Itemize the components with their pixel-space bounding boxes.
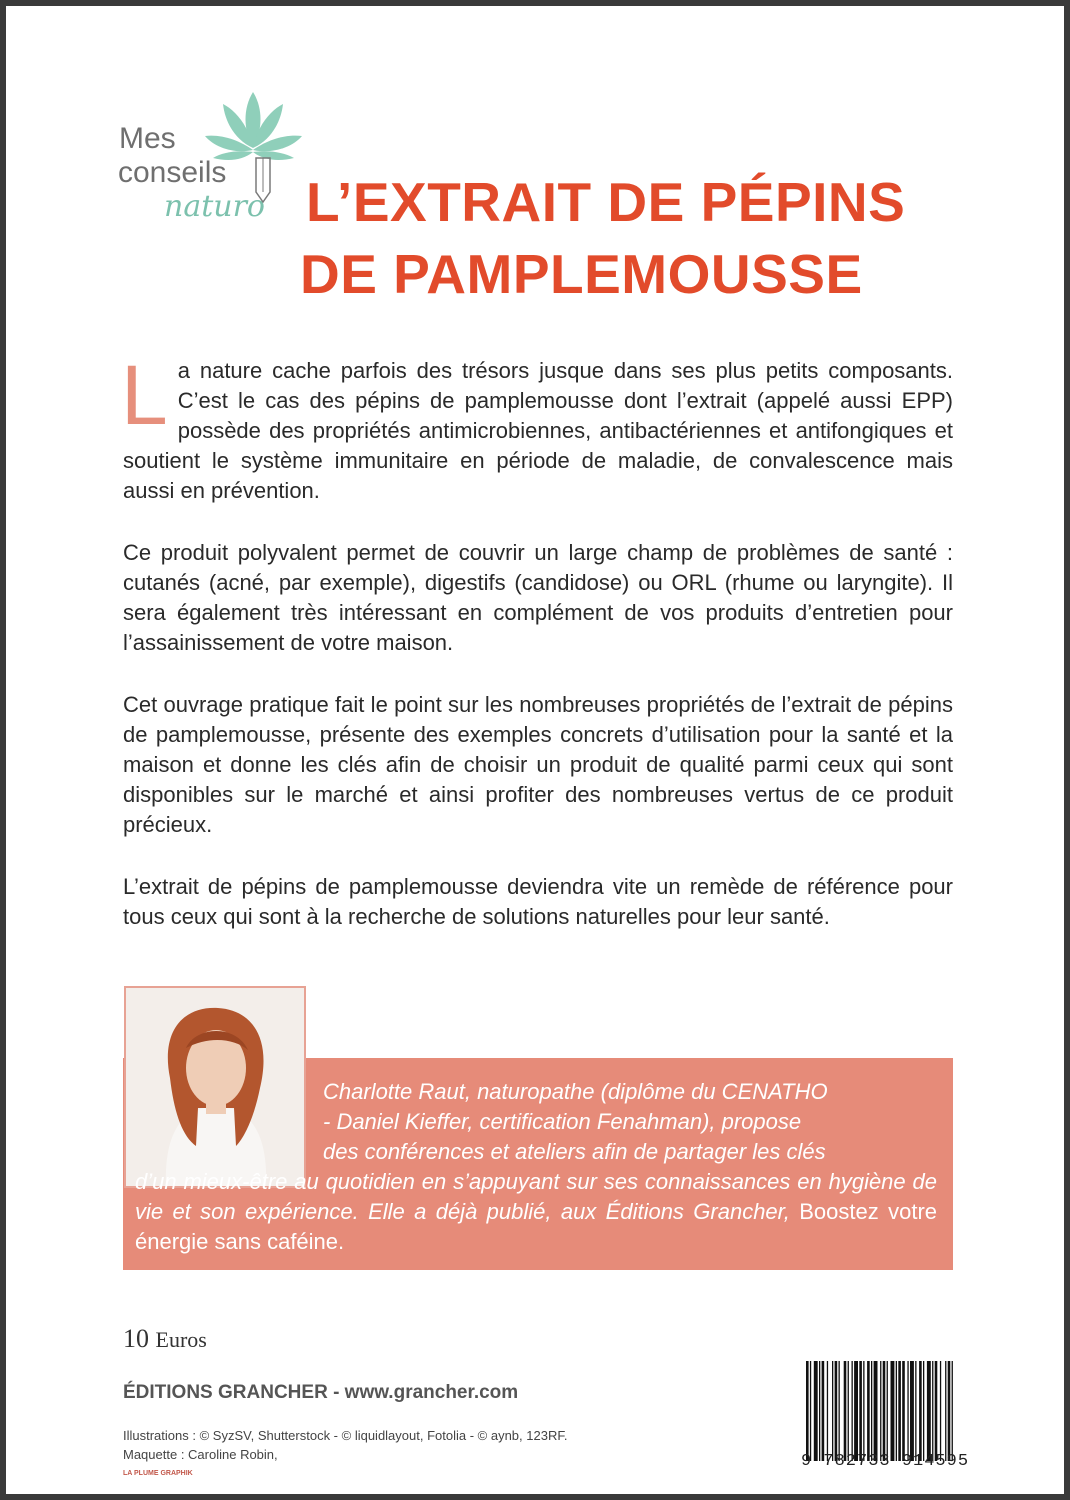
barcode-bar (822, 1361, 825, 1461)
barcode-bar (898, 1361, 901, 1461)
barcode-bar (871, 1361, 872, 1461)
barcode-bar (896, 1361, 897, 1461)
barcode-bar (874, 1361, 878, 1461)
author-bio-rest-text: d’un mieux-être au quotidien en s’appuyant sur ses connaissances en hygiène de vie et son expérience. Elle a déjà publié, aux Éditions Grancher, (135, 1169, 937, 1224)
description-text (121, 348, 953, 964)
publisher-line: ÉDITIONS GRANCHER - www.grancher.com (123, 1382, 519, 1403)
barcode-bar (814, 1361, 818, 1461)
pencil-icon (252, 156, 274, 204)
author-previous-book: Boostez votre énergie sans caféine. (135, 1199, 938, 1254)
price (123, 1324, 207, 1354)
barcode-bar (863, 1361, 864, 1461)
barcode-bar (832, 1361, 833, 1461)
barcode-bar (945, 1361, 946, 1461)
barcode-bar (948, 1361, 951, 1461)
barcode-bar (887, 1361, 888, 1461)
author-bio (123, 1077, 937, 1257)
credits-layout (123, 1445, 567, 1483)
author-bio-line-2: - Daniel Kieffer, certification Fenahman), propose (323, 1109, 802, 1134)
paragraph-3: Cet ouvrage pratique fait le point sur les nombreuses propriétés de l’extrait de pépins de pamplemousse, présente des exemples concrets d’utilisation pour la santé et la maison et donne les clés afin de choisir un produit de qualité parmi ceux qui sont disponibles sur le marché et ainsi profiter des nombreuses vertus de ce produit précieux. (123, 692, 953, 837)
title-line-1: L’EXTRAIT DE PÉPINS (306, 171, 906, 233)
barcode (806, 1361, 954, 1461)
barcode-bar (883, 1361, 886, 1461)
barcode-bar (923, 1361, 924, 1461)
paragraph-1 (121, 348, 953, 506)
credits (123, 1426, 567, 1483)
price-amount: 10 (123, 1324, 149, 1353)
barcode-bar (935, 1361, 938, 1461)
paragraph-4: L’extrait de pépins de pamplemousse deviendra vite un remède de référence pour tous ceux qui sont à la recherche de solutions naturelles pour leur santé. (123, 874, 953, 929)
barcode-bar (819, 1361, 820, 1461)
barcode-bar (915, 1361, 916, 1461)
title-line-2: DE PAMPLEMOUSSE (300, 243, 863, 305)
barcode-bar (867, 1361, 870, 1461)
barcode-bar (848, 1361, 849, 1461)
barcode-bar (810, 1361, 811, 1461)
barcode-bar (932, 1361, 933, 1461)
paragraph-2: Ce produit polyvalent permet de couvrir un large champ de problèmes de santé : cutanés (acné, par exemple), digestifs (candidose) ou ORL (rhume ou laryngite). Il sera également très intéressant en complément de vos produits d’entretien pour l’assainissement de votre maison. (123, 540, 953, 655)
barcode-bar (919, 1361, 922, 1461)
barcode-bar (806, 1361, 809, 1461)
barcode-bar (940, 1361, 941, 1461)
barcode-bar (827, 1361, 828, 1461)
barcode-bar (835, 1361, 838, 1461)
barcode-bar (854, 1361, 858, 1461)
barcode-bar (891, 1361, 895, 1461)
logo-text-conseils: conseils (118, 156, 227, 189)
barcode-bar (859, 1361, 862, 1461)
barcode-bar (844, 1361, 847, 1461)
isbn-number: 9 782733 914595 (801, 1452, 970, 1471)
author-bio-line-3: des conférences et ateliers afin de partager les clés (323, 1139, 826, 1164)
barcode-bar (839, 1361, 840, 1461)
barcode-bar (927, 1361, 931, 1461)
logo-text-naturo: naturo (164, 189, 265, 224)
barcode-bar (952, 1361, 953, 1461)
lotus-logo-icon (201, 88, 306, 163)
barcode-bar (902, 1361, 905, 1461)
author-bio-line-1: Charlotte Raut, naturopathe (diplôme du CENATHO (323, 1079, 828, 1104)
back-cover (6, 6, 1064, 1494)
credits-layout-text: Maquette : Caroline Robin, (123, 1447, 278, 1462)
price-unit: Euros (155, 1327, 207, 1352)
plume-graphik-logo: LA PLUME GRAPHIK (123, 1470, 193, 1477)
book-title (300, 166, 906, 310)
barcode-bar (910, 1361, 914, 1461)
barcode-bar (907, 1361, 908, 1461)
barcode-bar (880, 1361, 881, 1461)
barcode-bar (852, 1361, 853, 1461)
author-bio-rest (135, 1167, 937, 1257)
paragraph-1-text: a nature cache parfois des trésors jusque dans ses plus petits composants. C’est le cas des pépins de pamplemousse dont l’extrait (appelé aussi EPP) possède des propriétés antimicrobiennes, antibactériennes et antifongiques et soutient le système immunitaire en période de maladie, de convalescence mais aussi en prévention. (123, 358, 953, 503)
credits-illustrations: Illustrations : © SyzSV, Shutterstock - © liquidlayout, Fotolia - © aynb, 123RF. (123, 1428, 568, 1443)
drop-cap: L (121, 348, 168, 442)
logo-text-mes: Mes (119, 122, 176, 155)
